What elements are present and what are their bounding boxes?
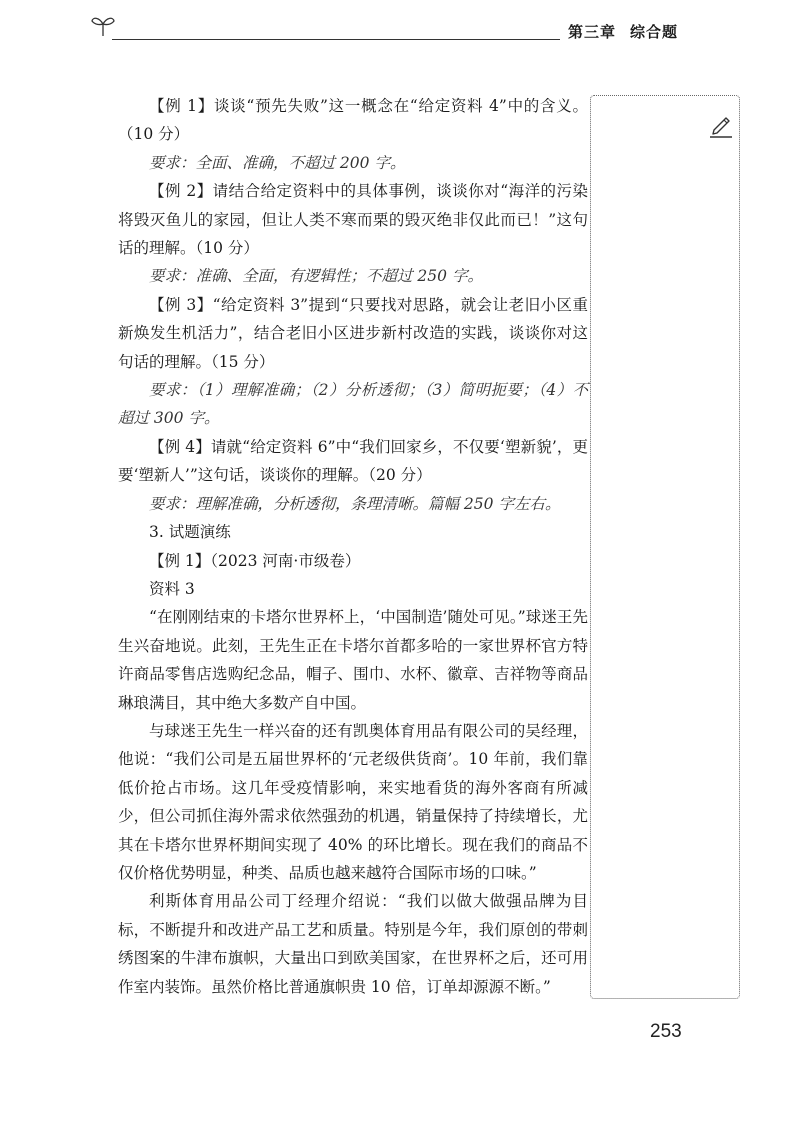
paragraph: 【例 4】请就“给定资料 6”中“我们回家乡，不仅要‘塑新貌’，更要‘塑新人’”这句话，谈谈你的理解。（20 分） [118,437,588,485]
header-title [568,21,678,42]
chapter-title: 综合题 [630,23,679,41]
body-text [118,92,588,1001]
notes-margin-box [590,95,740,999]
page-number: 253 [650,1021,682,1042]
paragraph: 与球迷王先生一样兴奋的还有凯奥体育用品有限公司的吴经理，他说：“我们公司是五届世界杯的‘元老级供货商’。10 年前，我们靠低价抢占市场。这几年受疫情影响，来实地看货的海外客商有所减少，但公司抓住海外需求依然强劲的机遇，销量保持了持续增长，尤其在卡塔尔世界杯期间实现了 40% 的环比增长。现在我们的商品不仅价格优势明显，种类、品质也越来越符合国际市场的口味。” [118,721,588,882]
paragraph: 【例 1】（2023 河南·市级卷） [149,551,361,570]
paragraph: 资料 3 [149,579,195,598]
sprout-icon [90,14,116,38]
paragraph: 【例 2】请结合给定资料中的具体事例，谈谈你对“海洋的污染将毁灭鱼儿的家园，但让人类不寒而栗的毁灭绝非仅此而已！”这句话的理解。（10 分） [118,182,588,258]
requirement-text: 要求：（1）理解准确；（2）分析透彻；（3）简明扼要；（4）不超过 300 字。 [118,381,588,428]
requirement-text: 要求：准确、全面，有逻辑性；不超过 250 字。 [149,267,483,286]
paragraph: 【例 3】“给定资料 3”提到“只要找对思路，就会让老旧小区重新焕发生机活力”，结合老旧小区进步新村改造的实践，谈谈你对这句话的理解。（15 分） [118,295,588,371]
pencil-icon [707,112,735,140]
paragraph: 利斯体育用品公司丁经理介绍说：“我们以做大做强品牌为目标，不断提升和改进产品工艺和质量。特别是今年，我们原创的带刺绣图案的牛津布旗帜，大量出口到欧美国家，在世界杯之后，还可用作室内装饰。虽然价格比普通旗帜贵 10 倍，订单却源源不断。” [118,892,588,996]
running-header [90,12,710,42]
header-rule [112,39,560,40]
requirement-text: 要求：全面、准确，不超过 200 字。 [149,153,406,172]
requirement-text: 要求：理解准确，分析透彻，条理清晰。篇幅 250 字左右。 [149,494,561,513]
chapter-label: 第三章 [568,23,617,41]
paragraph: “在刚刚结束的卡塔尔世界杯上，‘中国制造’随处可见。”球迷王先生兴奋地说。此刻，王先生正在卡塔尔首都多哈的一家世界杯官方特许商品零售店选购纪念品，帽子、围巾、水杯、徽章、吉祥物等商品琳琅满目，其中绝大多数产自中国。 [118,608,588,712]
paragraph: 3. 试题演练 [149,523,231,542]
paragraph: 【例 1】谈谈“预先失败”这一概念在“给定资料 4”中的含义。（10 分） [118,97,588,144]
